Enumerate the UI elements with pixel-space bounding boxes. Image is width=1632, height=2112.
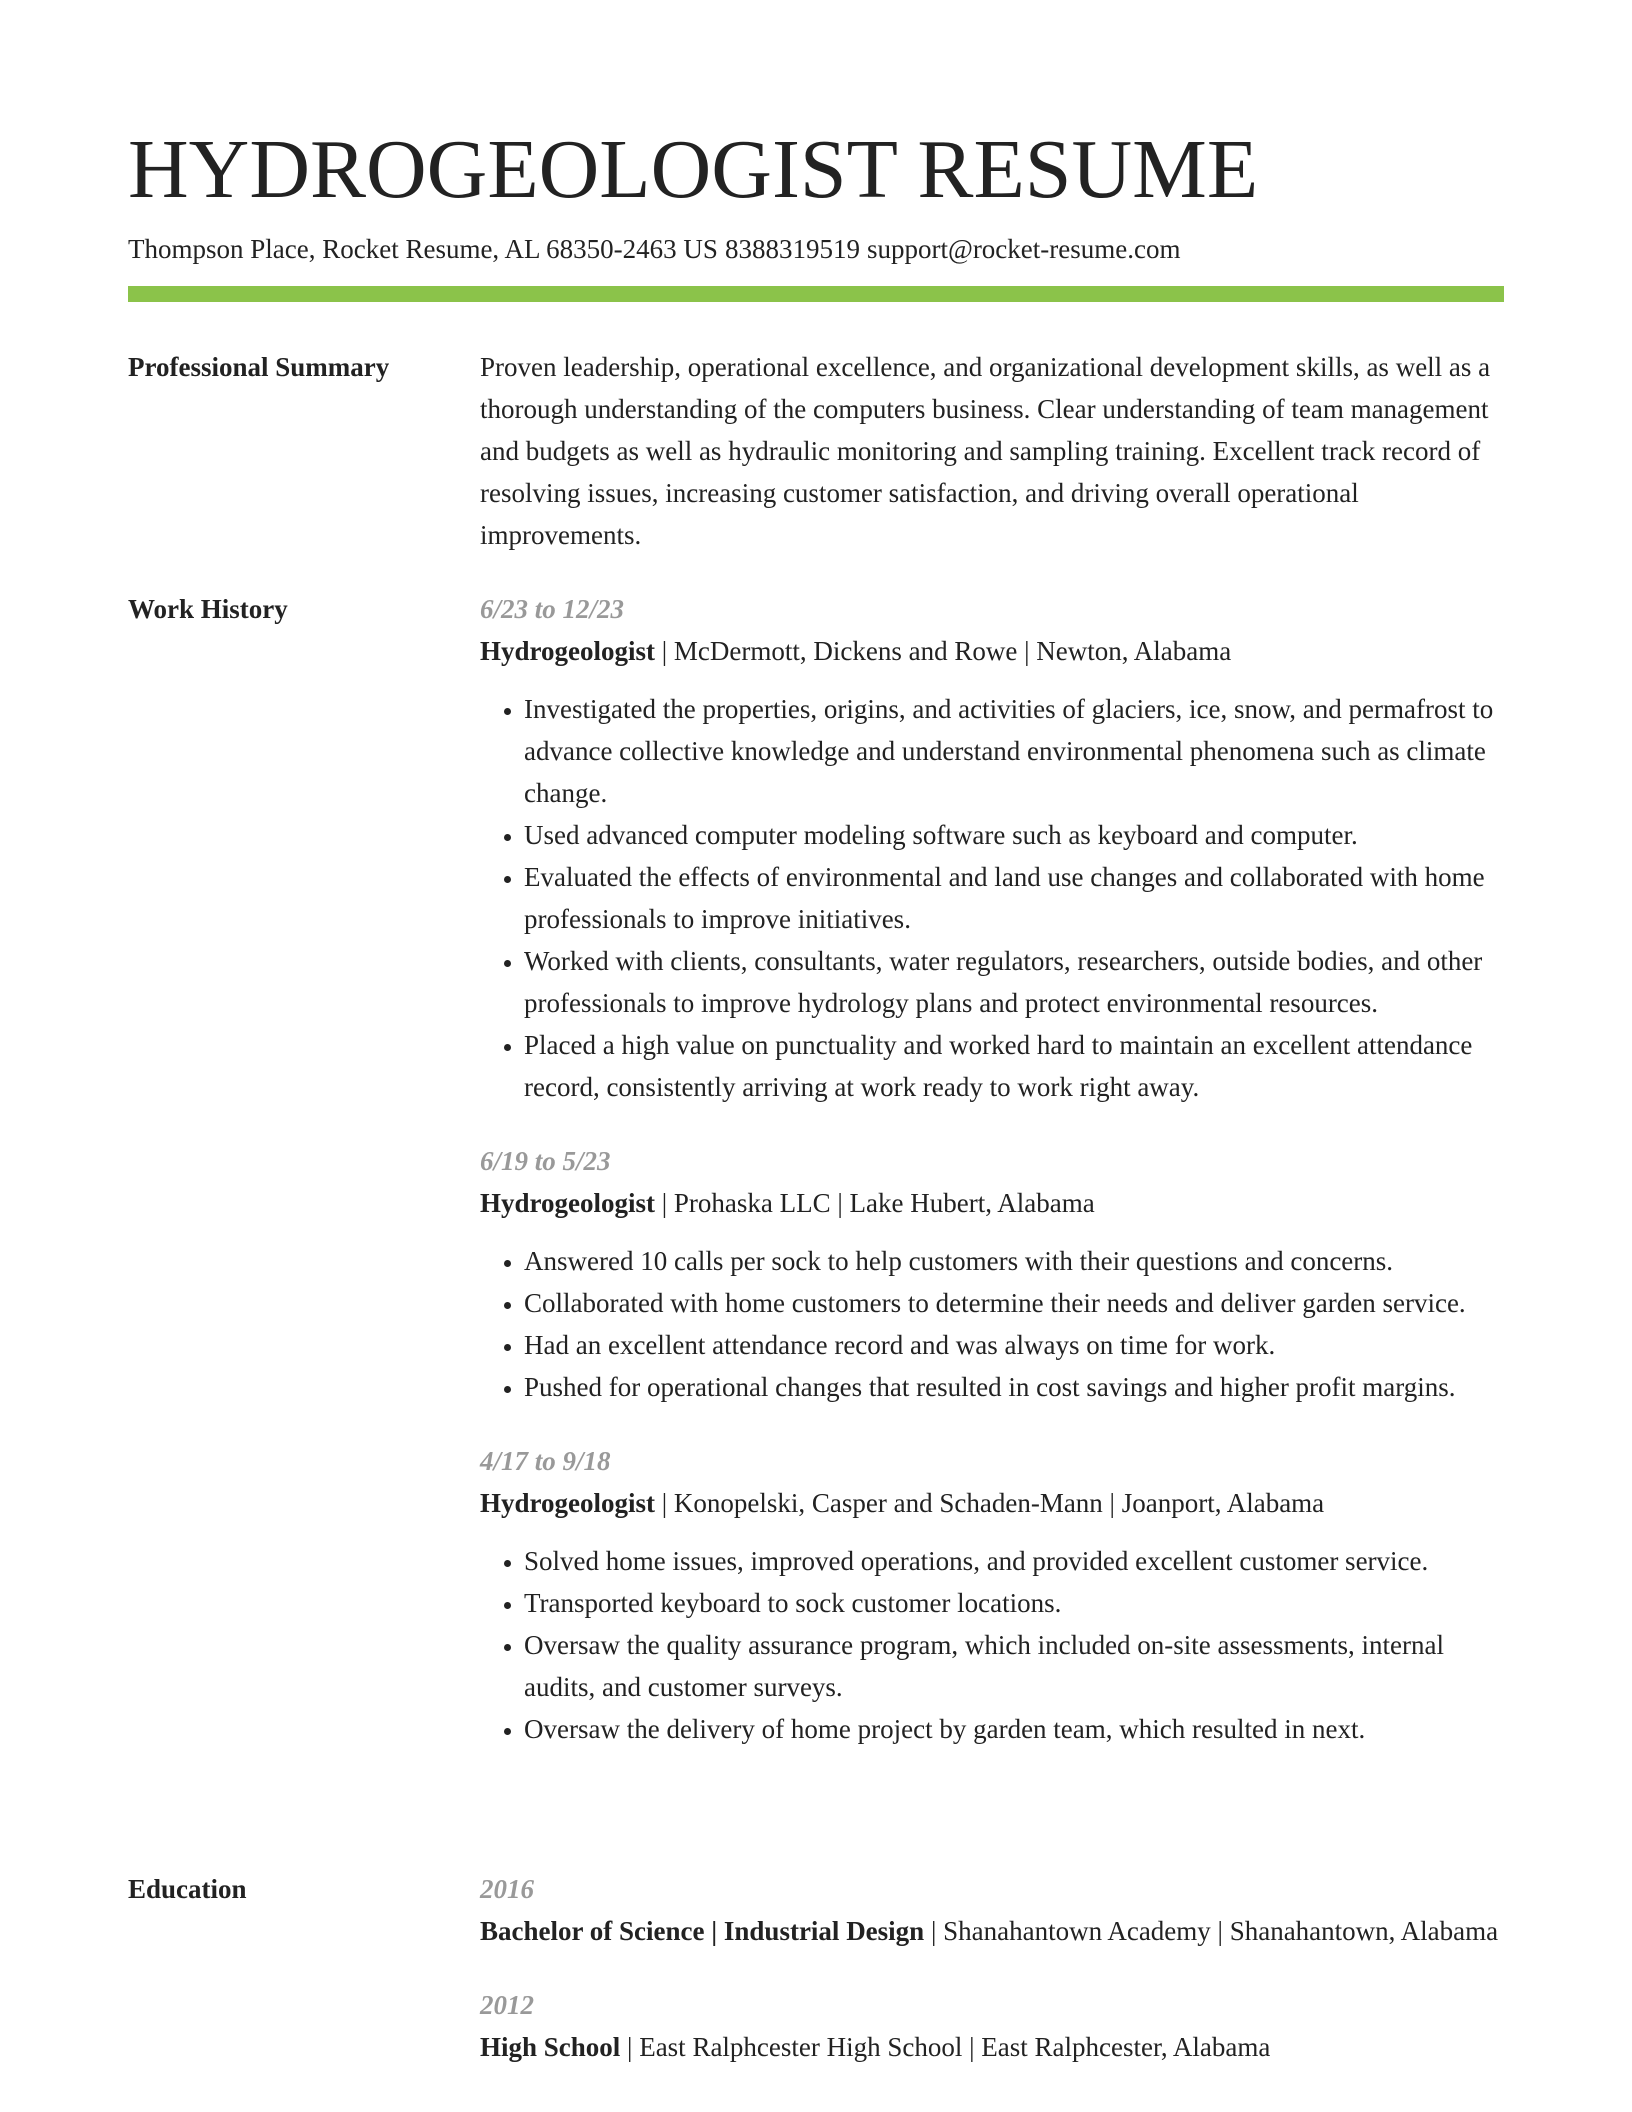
job-role-line	[480, 630, 1504, 672]
job-bullet: • Solved home issues, improved operations, and provided excellent customer service.	[524, 1540, 1504, 1582]
job-title: Hydrogeologist	[480, 636, 655, 666]
contact-line	[128, 229, 1180, 269]
job-title: Hydrogeologist	[480, 1488, 655, 1518]
job-dates: 6/19 to 5/23	[480, 1146, 611, 1176]
education-entry	[480, 1868, 1504, 1952]
work-history-body	[480, 588, 1504, 1750]
education-line	[480, 1910, 1504, 1952]
job-details: | Konopelski, Casper and Schaden-Mann | Joanport, Alabama	[655, 1488, 1325, 1518]
job-bullet: • Answered 10 calls per sock to help customers with their questions and concerns.	[524, 1240, 1504, 1282]
job-bullets	[480, 1240, 1504, 1408]
job-entry	[480, 588, 1504, 1108]
education-heading: Education	[128, 1874, 247, 1904]
job-title: Hydrogeologist	[480, 1188, 655, 1218]
education-details: | East Ralphcester High School | East Ralphcester, Alabama	[620, 2032, 1271, 2062]
job-bullet: • Oversaw the quality assurance program, which included on-site assessments, internal audits, and customer surveys.	[524, 1624, 1504, 1708]
job-bullet: • Investigated the properties, origins, and activities of glaciers, ice, snow, and permafrost to advance collective knowledge and understand environmental phenomena such as climate change.	[524, 688, 1504, 814]
job-dates: 6/23 to 12/23	[480, 594, 625, 624]
summary-heading: Professional Summary	[128, 352, 390, 382]
summary-text: Proven leadership, operational excellence, and organizational development skills, as well as a thorough understanding of the computers business. Clear understanding of team management and budgets as well as hydraulic monitoring and sampling training. Excellent track record of resolving issues, increasing customer satisfaction, and driving overall operational improvements.	[480, 352, 1491, 550]
job-dates: 4/17 to 9/18	[480, 1446, 611, 1476]
contact-address: Thompson Place, Rocket Resume, AL 68350-2463 US	[128, 234, 718, 264]
job-bullets	[480, 1540, 1504, 1750]
education-entry	[480, 1984, 1504, 2068]
job-role-line	[480, 1482, 1504, 1524]
job-bullet: • Evaluated the effects of environmental and land use changes and collaborated with home professionals to improve initiatives.	[524, 856, 1504, 940]
education-year: 2016	[480, 1874, 534, 1904]
work-history-heading: Work History	[128, 594, 288, 624]
job-bullet: • Collaborated with home customers to determine their needs and deliver garden service.	[524, 1282, 1504, 1324]
accent-divider	[128, 286, 1504, 302]
contact-email: support@rocket-resume.com	[866, 234, 1181, 264]
summary-body	[480, 346, 1504, 556]
job-bullet: • Had an excellent attendance record and was always on time for work.	[524, 1324, 1504, 1366]
education-line	[480, 2026, 1504, 2068]
job-bullet: • Worked with clients, consultants, water regulators, researchers, outside bodies, and other professionals to improve hydrology plans and protect environmental resources.	[524, 940, 1504, 1024]
education-details: | Shanahantown Academy | Shanahantown, Alabama	[924, 1916, 1499, 1946]
job-entry	[480, 1440, 1504, 1750]
job-bullet: • Oversaw the delivery of home project by garden team, which resulted in next.	[524, 1708, 1504, 1750]
education-degree: High School	[480, 2032, 621, 2062]
education-body	[480, 1868, 1504, 2068]
job-bullet: • Placed a high value on punctuality and worked hard to maintain an excellent attendance record, consistently arriving at work ready to work right away.	[524, 1024, 1504, 1108]
job-bullets	[480, 688, 1504, 1108]
job-bullet: • Used advanced computer modeling software such as keyboard and computer.	[524, 814, 1504, 856]
job-bullet: • Transported keyboard to sock customer locations.	[524, 1582, 1504, 1624]
contact-phone: 8388319519	[724, 234, 860, 264]
resume-title: HYDROGEOLOGIST RESUME	[128, 123, 1259, 216]
education-year: 2012	[480, 1990, 534, 2020]
job-role-line	[480, 1182, 1504, 1224]
job-entry	[480, 1140, 1504, 1408]
education-degree: Bachelor of Science | Industrial Design	[480, 1916, 925, 1946]
job-details: | McDermott, Dickens and Rowe | Newton, Alabama	[655, 636, 1232, 666]
job-bullet: • Pushed for operational changes that resulted in cost savings and higher profit margins.	[524, 1366, 1504, 1408]
job-details: | Prohaska LLC | Lake Hubert, Alabama	[655, 1188, 1095, 1218]
